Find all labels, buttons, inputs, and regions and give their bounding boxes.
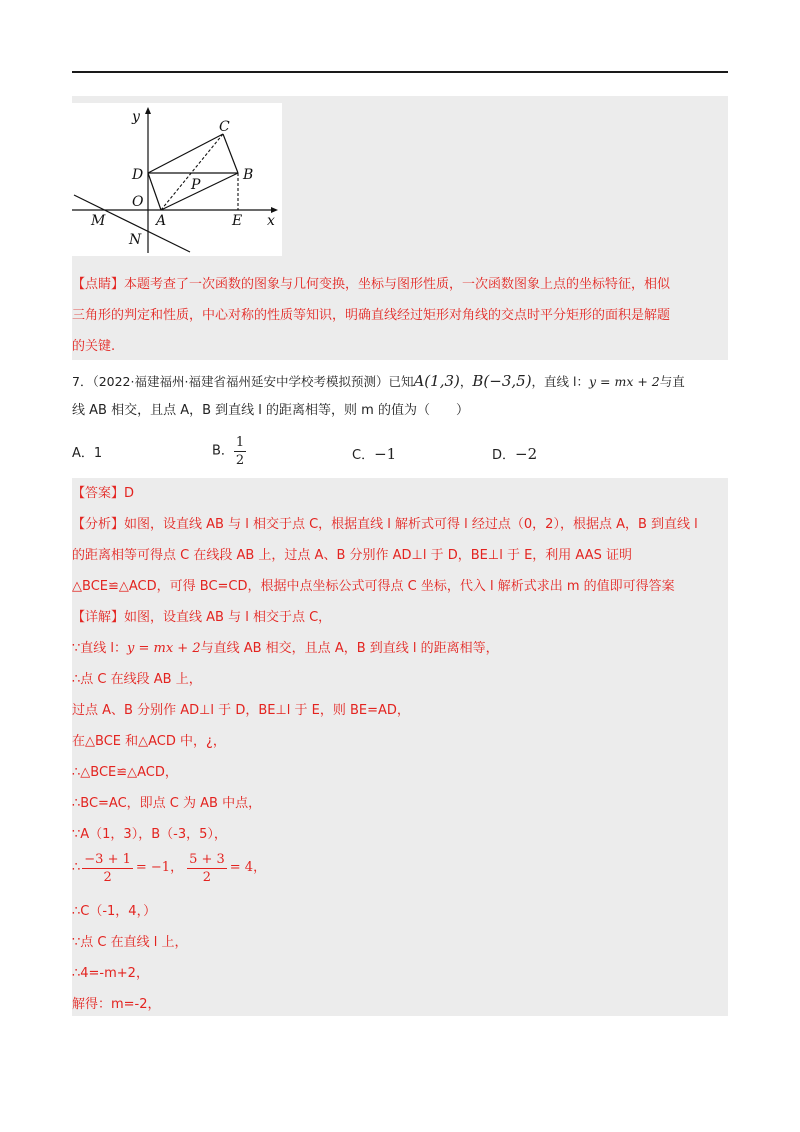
detail-equation: y = mx + 2 [127, 641, 201, 656]
label-b: B [243, 167, 254, 183]
detail-9-prefix: ∴ [72, 860, 81, 875]
question-line-1: 7．（2022·福建福州·福建省福州延安中学校考模拟预测）已知A(1,3)，B(−3,5)，直线 l：y = mx + 2与直 [72, 372, 685, 390]
detail-line-8: ∵A（1，3），B（-3，5）， [72, 827, 227, 842]
option-d[interactable] [492, 444, 537, 466]
option-b-fraction [234, 434, 246, 469]
label-a: A [156, 213, 167, 229]
dianjing-line-2: 三角形的判定和性质，中心对称的性质等知识，明确直线经过矩形对角线的交点时平分矩形的面积是解题 [72, 308, 671, 323]
label-n: N [129, 232, 142, 248]
dianjing-line-3: 的关键. [72, 339, 116, 354]
label-y: y [132, 109, 140, 125]
midpoint-y-numerator: 5 + 3 [189, 851, 225, 867]
option-b-label: B． [212, 443, 234, 459]
detail-line-6: ∴△BCE≌△ACD， [72, 765, 178, 780]
label-m: M [91, 213, 106, 229]
detail-line-12: ∴4=-m+2， [72, 966, 149, 981]
label-d: D [132, 167, 144, 183]
dianjing-line-1: 【点睛】本题考查了一次函数的图象与几何变换，坐标与图形性质，一次函数图象上点的坐标特征，相似 [72, 277, 671, 292]
detail-line-3: ∴点 C 在线段 AB 上， [72, 672, 202, 687]
detail-line-2 [72, 639, 499, 659]
point-b: B(−3,5) [472, 372, 532, 390]
option-a-value: 1 [93, 446, 103, 461]
detail-2-suffix: 与直线 AB 相交，且点 A，B 到直线 l 的距离相等， [200, 641, 499, 656]
label-x: x [267, 213, 275, 229]
question-prefix: 7．（2022·福建福州·福建省福州延安中学校考模拟预测）已知 [72, 374, 414, 389]
label-c: C [219, 119, 230, 135]
detail-line-1: 【详解】如图，设直线 AB 与 l 相交于点 C， [72, 610, 332, 625]
midpoint-y-denominator: 2 [202, 869, 212, 885]
detail-line-4: 过点 A、B 分别作 AD⊥l 于 D，BE⊥l 于 E，则 BE=AD， [72, 703, 410, 718]
midpoint-x-fraction [82, 851, 133, 886]
question-tail: 与直 [659, 374, 685, 389]
question-equation: y = mx + 2 [589, 374, 660, 389]
segment-cb [223, 134, 238, 173]
coordinate-diagram [72, 103, 282, 256]
y-axis-arrow [145, 107, 151, 114]
option-c-value: −1 [374, 445, 397, 463]
detail-line-7: ∴BC=AC，即点 C 为 AB 中点， [72, 796, 262, 811]
midpoint-x-numerator: −3 + 1 [84, 851, 131, 867]
midpoint-y-result: = 4， [229, 860, 267, 875]
midpoint-x-result: = −1， [135, 860, 184, 875]
line-label: ，直线 l： [531, 374, 589, 389]
question-line-2: 线 AB 相交，且点 A，B 到直线 l 的距离相等，则 m 的值为（ ） [72, 403, 469, 418]
analysis-line-2: 的距离相等可得点 C 在线段 AB 上，过点 A、B 分别作 AD⊥l 于 D，BE⊥l 于 E，利用 AAS 证明 [72, 548, 632, 563]
detail-line-13: 解得：m=-2， [72, 997, 161, 1012]
option-c[interactable] [352, 444, 396, 466]
point-a: A(1,3) [413, 372, 460, 390]
option-d-label: D． [492, 448, 516, 463]
option-b-numerator: 1 [235, 435, 245, 450]
label-o: O [132, 194, 144, 210]
header-rule [72, 71, 728, 73]
detail-2-prefix: ∵直线 l： [72, 641, 128, 656]
answer-line: 【答案】D [72, 486, 135, 501]
label-p: P [191, 177, 201, 193]
option-b[interactable] [212, 434, 246, 469]
option-a[interactable] [72, 444, 102, 464]
detail-line-11: ∵点 C 在直线 l 上， [72, 935, 188, 950]
segment-dc [148, 134, 223, 173]
option-c-label: C． [352, 448, 375, 463]
midpoint-x-denominator: 2 [103, 869, 112, 885]
detail-line-5: 在△BCE 和△ACD 中，¿， [72, 734, 226, 749]
segment-ad [148, 173, 161, 210]
analysis-line-3: △BCE≌△ACD，可得 BC=CD，根据中点坐标公式可得点 C 坐标，代入 l 解析式求出 m 的值即可得答案 [72, 579, 675, 594]
diagonal-ac [161, 134, 223, 210]
option-a-label: A． [72, 446, 94, 461]
geometry-figure [72, 103, 282, 256]
label-e: E [232, 213, 243, 229]
detail-line-9 [72, 848, 266, 888]
analysis-line-1: 【分析】如图，设直线 AB 与 l 相交于点 C，根据直线 l 解析式可得 l 经过点（0，2），根据点 A，B 到直线 l [72, 517, 698, 532]
option-b-denominator: 2 [235, 453, 245, 468]
detail-line-10: ∴C（-1，4，） [72, 904, 157, 919]
midpoint-y-fraction [187, 851, 227, 886]
option-d-value: −2 [515, 445, 538, 463]
